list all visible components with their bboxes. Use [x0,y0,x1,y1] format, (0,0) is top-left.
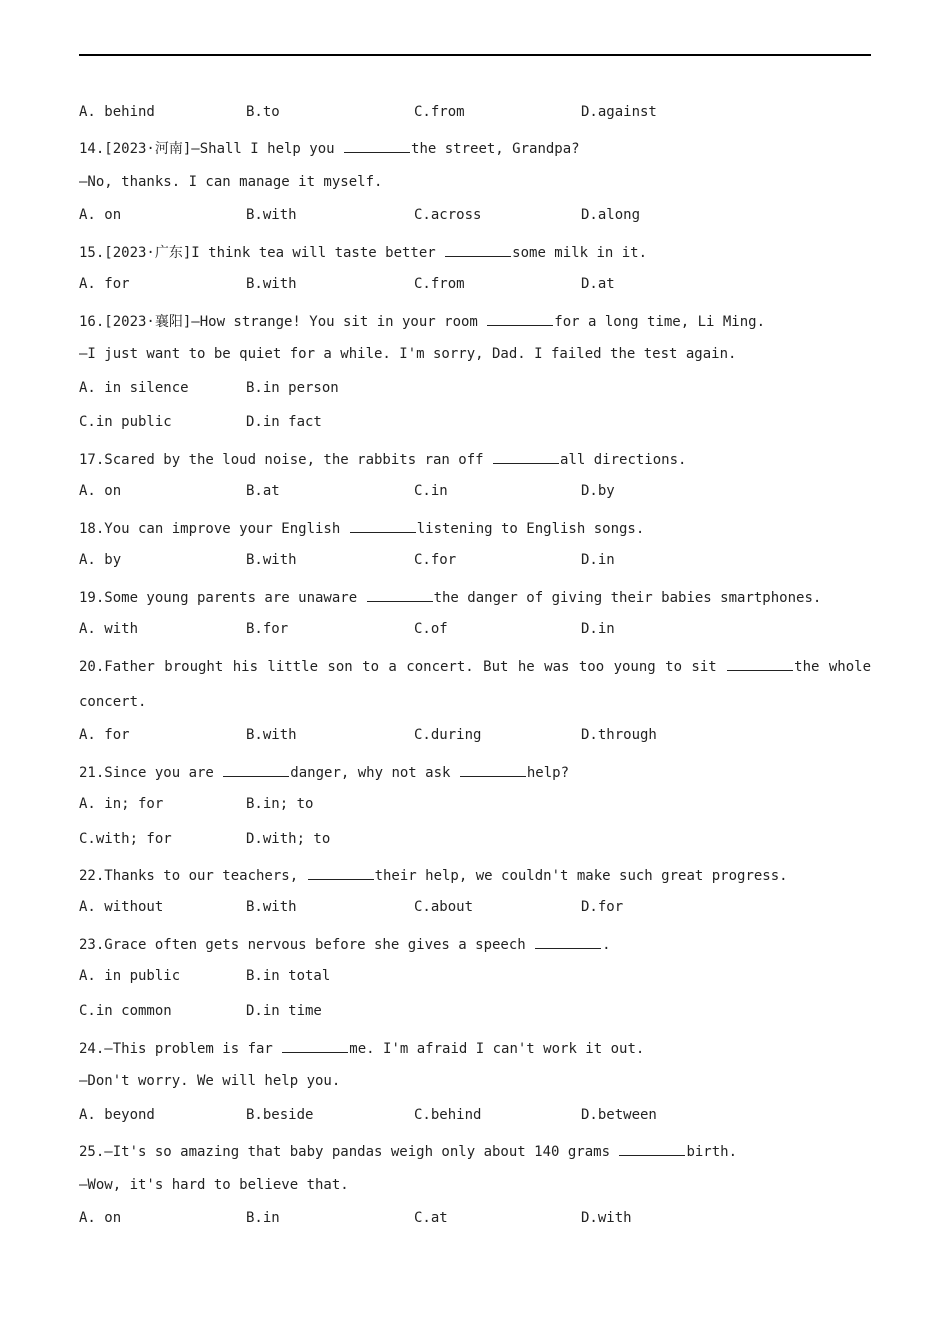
q25-stem: 25.—It's so amazing that baby pandas weigh only about 140 grams birth. [79,1141,737,1161]
option-b[interactable]: B.in; to [246,796,314,812]
q19-options [79,621,871,639]
option-d[interactable]: D.in fact [246,414,322,430]
q23-options-row1 [79,968,871,986]
option-b[interactable]: B.beside [246,1107,314,1123]
option-a[interactable]: A. for [79,727,130,743]
answer-blank[interactable] [308,865,374,880]
q16-options-row2 [79,414,871,432]
q16-options-row1 [79,380,871,398]
option-c[interactable]: C.for [414,552,457,568]
q18-stem: 18.You can improve your English listening to English songs. [79,518,644,538]
q16-reply: —I just want to be quiet for a while. I'm sorry, Dad. I failed the test again. [79,346,737,362]
option-c[interactable]: C.across [414,207,482,223]
header-rule [79,54,871,56]
answer-blank[interactable] [460,762,526,777]
option-d[interactable]: D.in [581,552,615,568]
option-a[interactable]: A. behind [79,104,155,120]
answer-blank[interactable] [282,1038,348,1053]
answer-blank[interactable] [727,656,793,671]
q19-stem: 19.Some young parents are unaware the danger of giving their babies smartphones. [79,587,821,607]
answer-blank[interactable] [493,449,559,464]
option-d[interactable]: D.against [581,104,657,120]
option-a[interactable]: A. on [79,207,122,223]
option-c[interactable]: C.of [414,621,448,637]
option-a[interactable]: A. beyond [79,1107,155,1123]
option-d[interactable]: D.with [581,1210,632,1226]
q15-stem: 15.[2023·广东]I think tea will taste better some milk in it. [79,242,647,262]
answer-blank[interactable] [487,311,553,326]
q20-options [79,727,871,745]
q21-stem: 21.Since you are danger, why not ask help? [79,762,569,782]
option-a[interactable]: A. without [79,899,164,915]
q22-options [79,899,871,917]
q25-reply: —Wow, it's hard to believe that. [79,1177,349,1193]
option-b[interactable]: B.with [246,552,297,568]
option-a[interactable]: A. by [79,552,122,568]
option-a[interactable]: A. in; for [79,796,164,812]
option-c[interactable]: C.from [414,104,465,120]
q24-options [79,1107,871,1125]
q14-reply: —No, thanks. I can manage it myself. [79,174,383,190]
q21-options-row2 [79,831,871,849]
q21-options-row1 [79,796,871,814]
option-b[interactable]: B.in total [246,968,331,984]
answer-blank[interactable] [223,762,289,777]
option-a[interactable]: A. in silence [79,380,189,396]
q24-stem: 24.—This problem is far me. I'm afraid I can't work it out. [79,1038,644,1058]
option-d[interactable]: D.in [581,621,615,637]
option-d[interactable]: D.through [581,727,657,743]
q14-options [79,207,871,225]
q25-options [79,1210,871,1228]
answer-blank[interactable] [619,1141,685,1156]
option-b[interactable]: B.with [246,276,297,292]
option-c[interactable]: C.with; for [79,831,172,847]
option-a[interactable]: A. on [79,1210,122,1226]
option-a[interactable]: A. for [79,276,130,292]
option-d[interactable]: D.in time [246,1003,322,1019]
q20-stem-cont: concert. [79,694,147,710]
option-a[interactable]: A. with [79,621,139,637]
q18-options [79,552,871,570]
option-b[interactable]: B.for [246,621,289,637]
option-c[interactable]: C.behind [414,1107,482,1123]
option-c[interactable]: C.in public [79,414,172,430]
option-d[interactable]: D.by [581,483,615,499]
option-b[interactable]: B.at [246,483,280,499]
q17-options [79,483,871,501]
option-c[interactable]: C.in [414,483,448,499]
option-c[interactable]: C.about [414,899,474,915]
q14-stem: 14.[2023·河南]—Shall I help you the street, Grandpa? [79,138,580,158]
option-c[interactable]: C.from [414,276,465,292]
option-b[interactable]: B.with [246,727,297,743]
option-b[interactable]: B.with [246,207,297,223]
option-d[interactable]: D.at [581,276,615,292]
option-a[interactable]: A. on [79,483,122,499]
q20-stem: 20.Father brought his little son to a concert. But he was too young to sit the whole [79,656,871,676]
option-c[interactable]: C.at [414,1210,448,1226]
option-c[interactable]: C.in common [79,1003,172,1019]
q13-options [79,104,871,122]
option-d[interactable]: D.along [581,207,641,223]
answer-blank[interactable] [445,242,511,257]
q24-reply: —Don't worry. We will help you. [79,1073,341,1089]
option-d[interactable]: D.with; to [246,831,331,847]
option-b[interactable]: B.in [246,1210,280,1226]
option-d[interactable]: D.between [581,1107,657,1123]
option-a[interactable]: A. in public [79,968,181,984]
answer-blank[interactable] [344,138,410,153]
option-b[interactable]: B.to [246,104,280,120]
q16-stem: 16.[2023·襄阳]—How strange! You sit in your room for a long time, Li Ming. [79,311,765,331]
option-b[interactable]: B.with [246,899,297,915]
answer-blank[interactable] [367,587,433,602]
option-b[interactable]: B.in person [246,380,339,396]
option-c[interactable]: C.during [414,727,482,743]
q23-options-row2 [79,1003,871,1021]
q23-stem: 23.Grace often gets nervous before she gives a speech . [79,934,611,954]
answer-blank[interactable] [535,934,601,949]
q22-stem: 22.Thanks to our teachers, their help, we couldn't make such great progress. [79,865,788,885]
q15-options [79,276,871,294]
q17-stem: 17.Scared by the loud noise, the rabbits ran off all directions. [79,449,686,469]
answer-blank[interactable] [350,518,416,533]
option-d[interactable]: D.for [581,899,624,915]
